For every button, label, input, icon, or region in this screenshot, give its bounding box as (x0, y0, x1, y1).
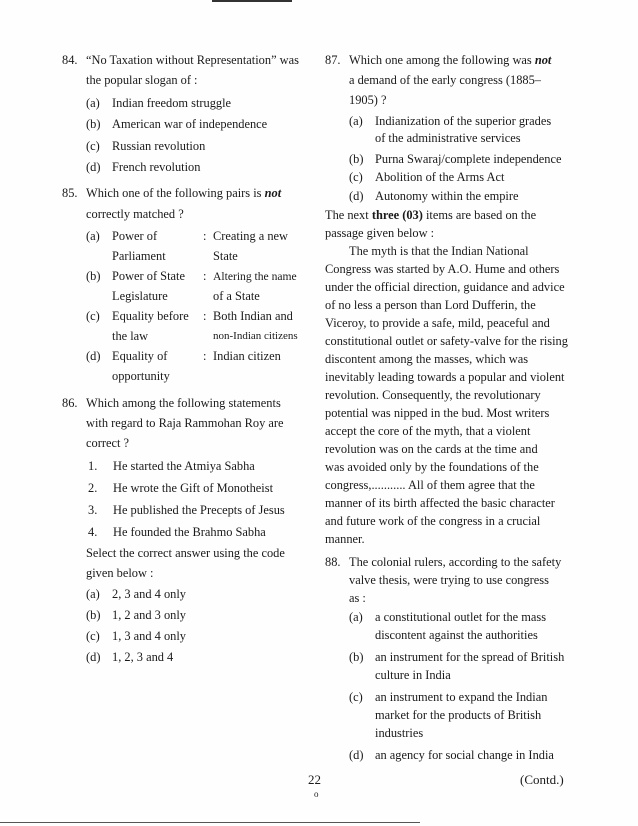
option-label: (c) (349, 170, 363, 184)
option-text: French revolution (112, 160, 201, 174)
question-text: a demand of the early congress (1885– (349, 73, 541, 87)
page-number: 22 (308, 772, 321, 787)
continued-label: (Contd.) (520, 772, 564, 787)
instruction-text: given below : (86, 566, 154, 580)
passage-line: revolution. Consequently, the revolutionary (325, 388, 541, 402)
pair-right: Indian citizen (213, 349, 281, 363)
question-number: 86. (62, 396, 78, 410)
pair-sep: : (203, 269, 207, 283)
question-text: with regard to Raja Rammohan Roy are (86, 416, 284, 430)
pair-left: Power of State (112, 269, 185, 283)
option-label: (a) (86, 96, 100, 110)
passage-line: inevitably leading towards a popular and violent (325, 370, 565, 384)
top-rule (212, 0, 292, 2)
option-text: Abolition of the Arms Act (375, 170, 505, 184)
pair-left: Parliament (112, 249, 166, 263)
option-label: (d) (349, 189, 364, 203)
question-text: valve thesis, were trying to use congress (349, 573, 549, 587)
pair-sep: : (203, 229, 207, 243)
option-label: (a) (349, 610, 363, 624)
option-label: (b) (349, 152, 364, 166)
intro-part: items are based on the (425, 208, 537, 222)
passage-line: potential was nipped in the bud. Most writers (325, 406, 550, 420)
pair-sep: : (203, 349, 207, 363)
pair-left: Equality of (112, 349, 168, 363)
question-number: 87. (325, 53, 341, 67)
pair-right: non-Indian citizens (213, 330, 298, 342)
pair-left: opportunity (112, 369, 170, 383)
pair-label: (b) (86, 269, 101, 283)
option-text: Russian revolution (112, 139, 206, 153)
passage-line: congress,........... All of them agree that the (325, 478, 535, 492)
pair-label: (c) (86, 309, 100, 323)
pair-right: State (213, 249, 238, 263)
intro-part: The next (325, 208, 369, 222)
question-text-part: Which one among the following was (349, 53, 532, 67)
passage-line: manner. (325, 532, 365, 546)
emphasis-not: not (534, 53, 552, 67)
instruction-text: Select the correct answer using the code (86, 546, 285, 560)
passage-line: manner of its birth affected the basic character (325, 496, 555, 510)
passage-line: accept the core of the myth, that a violent (325, 424, 531, 438)
option-text: 1, 2, 3 and 4 (112, 650, 174, 664)
pair-right: Both Indian and (213, 309, 293, 323)
option-text: Indian freedom struggle (112, 96, 232, 110)
question-text: 1905) ? (349, 93, 387, 107)
option-text: Autonomy within the empire (375, 189, 519, 203)
pair-left: Power of (112, 229, 158, 243)
pair-label: (a) (86, 229, 100, 243)
option-text: an instrument to expand the Indian (375, 690, 548, 704)
pair-label: (d) (86, 349, 101, 363)
question-text: correctly matched ? (86, 207, 184, 221)
statement-text: He started the Atmiya Sabha (113, 459, 255, 473)
passage-line: discontent among the masses, which was (325, 352, 529, 366)
option-text: a constitutional outlet for the mass (375, 610, 547, 624)
pair-right: Creating a new (213, 229, 289, 243)
option-text: Purna Swaraj/complete independence (375, 152, 562, 166)
question-text: correct ? (86, 436, 129, 450)
option-label: (d) (349, 748, 364, 762)
question-number: 85. (62, 186, 78, 200)
option-label: (d) (86, 650, 101, 664)
statement-number: 1. (88, 459, 98, 473)
option-text: American war of independence (112, 117, 268, 131)
pair-right: of a State (213, 289, 260, 303)
option-text: Indianization of the superior grades (375, 114, 552, 128)
question-number: 84. (62, 53, 78, 67)
option-text: of the administrative services (375, 131, 521, 145)
option-text: an agency for social change in India (375, 748, 554, 762)
option-label: (b) (349, 650, 364, 664)
intro-text: passage given below : (325, 226, 435, 240)
question-text: The colonial rulers, according to the safety (349, 555, 562, 569)
option-text: culture in India (375, 668, 451, 682)
option-label: (a) (349, 114, 363, 128)
emphasis-not: not (264, 186, 282, 200)
option-label: (b) (86, 117, 101, 131)
passage-line: of no less a person than Lord Dufferin, the (325, 298, 536, 312)
page-dot: o (314, 789, 319, 799)
question-text (349, 53, 551, 68)
statement-number: 3. (88, 503, 98, 517)
pair-left: Legislature (112, 289, 168, 303)
passage-line: and future work of the congress in a crucial (325, 514, 541, 528)
passage-line: constitutional outlet or safety-valve for the rising (325, 334, 568, 348)
question-text: the popular slogan of : (86, 73, 198, 87)
question-text (86, 186, 281, 201)
passage-line: Viceroy, to provide a safe, mild, peaceful and (325, 316, 550, 330)
statement-text: He wrote the Gift of Monotheist (113, 481, 274, 495)
statement-text: He published the Precepts of Jesus (113, 503, 285, 517)
option-label: (b) (86, 608, 101, 622)
option-label: (d) (86, 160, 101, 174)
option-text: 1, 3 and 4 only (112, 629, 186, 643)
bottom-rule (0, 822, 420, 823)
option-label: (c) (86, 139, 100, 153)
question-text: as : (349, 591, 366, 605)
question-text-part: Which one of the following pairs is (86, 186, 262, 200)
passage-line: The myth is that the Indian National (349, 244, 529, 258)
pair-left: Equality before (112, 309, 189, 323)
option-label: (c) (86, 629, 100, 643)
option-label: (a) (86, 587, 100, 601)
option-text: an instrument for the spread of British (375, 650, 565, 664)
option-text: 1, 2 and 3 only (112, 608, 186, 622)
option-text: industries (375, 726, 424, 740)
pair-sep: : (203, 309, 207, 323)
intro-text (325, 208, 536, 223)
pair-right: Altering the name (213, 270, 297, 283)
question-text: “No Taxation without Representation” was (86, 53, 299, 67)
intro-count: three (03) (371, 208, 423, 222)
option-label: (c) (349, 690, 363, 704)
option-text: discontent against the authorities (375, 628, 538, 642)
question-text: Which among the following statements (86, 396, 281, 410)
passage-line: under the official direction, guidance and advice (325, 280, 565, 294)
statement-number: 4. (88, 525, 98, 539)
passage-line: revolution was on the cards at the time and (325, 442, 538, 456)
passage-line: Congress was started by A.O. Hume and others (325, 262, 560, 276)
option-text: 2, 3 and 4 only (112, 587, 186, 601)
statement-text: He founded the Brahmo Sabha (113, 525, 266, 539)
statement-number: 2. (88, 481, 98, 495)
option-text: market for the products of British (375, 708, 542, 722)
question-number: 88. (325, 555, 341, 569)
pair-left: the law (112, 329, 149, 343)
passage-line: was avoided only by the foundations of the (325, 460, 539, 474)
